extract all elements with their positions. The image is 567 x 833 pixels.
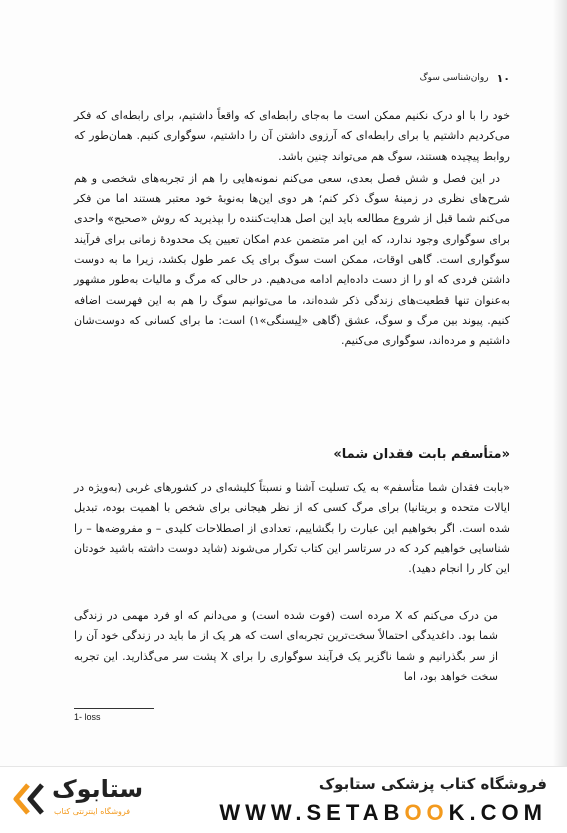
block-quote: من درک می‌کنم که X مرده است (فوت شده است) و می‌دانم که او فرد مهمی در زندگی شما بود. داغدیدگی احتمالاً سخت‌ترین تجربه‌ای است که هر یک از ما باید در زندگی خود آن را از سر بگذرانیم و شما ناگزیر یک فرآیند سوگواری را برای X پشت سر می‌گذارید. این تجربه سخت خواهد بود، اما xyxy=(74,609,498,683)
store-banner[interactable] xyxy=(0,766,567,833)
url-prefix: WWW.SETAB xyxy=(219,800,405,825)
chevrons-icon xyxy=(10,779,50,819)
logo-wordmark: ستابوک xyxy=(52,775,144,803)
store-name: فروشگاه کتاب پزشکی ستابوک xyxy=(318,775,547,793)
paragraph-3: «بابت فقدان شما متأسفم» به یک تسلیت آشنا و نسبتاً کلیشه‌ای در کشورهای غربی (به‌ویژه در ایالات متحده و بریتانیا) برای مرگ کسی که از نظر هیجانی برای شخص با اهمیت بوده، تبدیل شده است. اگر بخواهیم این عبارت را بگشاییم، تعدادی از اصطلاحات کلیدی – و مفروضه‌ها – را شناسایی خواهیم کرد که در سرتاسر این کتاب تکرار می‌شوند (شاید دوست داشته باشید خودتان این کار را انجام دهید). xyxy=(74,481,510,576)
store-url[interactable] xyxy=(219,800,547,826)
setabook-logo[interactable] xyxy=(10,773,160,827)
running-title: روان‌شناسی سوگ xyxy=(419,73,489,83)
paragraph-2: در این فصل و شش فصل بعدی، سعی می‌کنم نمونه‌هایی را هم از تجربه‌های شخصی و هم شرح‌های نظری در زمینهٔ سوگ ذکر کنم؛ هر دوی این‌ها به‌نوبهٔ خود معتبر هستند اما من فکر می‌کنم شما قبل از شروع مطالعه باید این اصل هدایت‌کننده را بپذیرید که روش «صحیح» واحدی برای سوگواری وجود ندارد، که این امر متضمن عدم امکان تعیین یک محدودهٔ زمانی برای فرآیند سوگواری است. گاهی اوقات، ممکن است سوگ برای یک عمر طول بکشد، زیرا ما به دوست داشتن فردی که او را از دست داده‌ایم ادامه می‌دهیم. در حالی که مرگ و مالیات به‌طور مشهور به‌عنوان تنها قطعیت‌های زندگی ذکر شده‌اند، ما می‌توانیم سوگ را هم به این فهرست اضافه کنیم. پیوند بین مرگ و سوگ، عشق (گاهی «لِیسنگی»۱) است: ما برای کسانی که دوست‌شان داشتیم و مرده‌اند، سوگواری می‌کنیم. xyxy=(74,171,510,348)
url-accent: OO xyxy=(404,800,449,825)
page-edge-shadow xyxy=(553,0,567,766)
page-number: ۱۰ xyxy=(496,71,510,85)
logo-subtitle: فروشگاه اینترنتی کتاب xyxy=(54,807,131,816)
url-suffix: K.COM xyxy=(448,800,547,825)
section-heading: «متأسفم بابت فقدان شما» xyxy=(333,447,510,462)
footnote: 1- loss xyxy=(74,712,101,722)
footnote-divider xyxy=(74,708,154,709)
body-text xyxy=(74,106,510,352)
page-header xyxy=(384,70,510,86)
paragraph-1: خود را با او درک نکنیم ممکن است ما به‌جای رابطه‌ای که واقعاً داشتیم، برای رابطه‌ای که فکر می‌کردیم داشتیم یا برای رابطه‌ای که آرزوی داشتن آن را داشتیم، سوگواری کنیم. همان‌طور که روابط پیچیده هستند، سوگ هم می‌تواند چنین باشد. xyxy=(74,109,510,163)
